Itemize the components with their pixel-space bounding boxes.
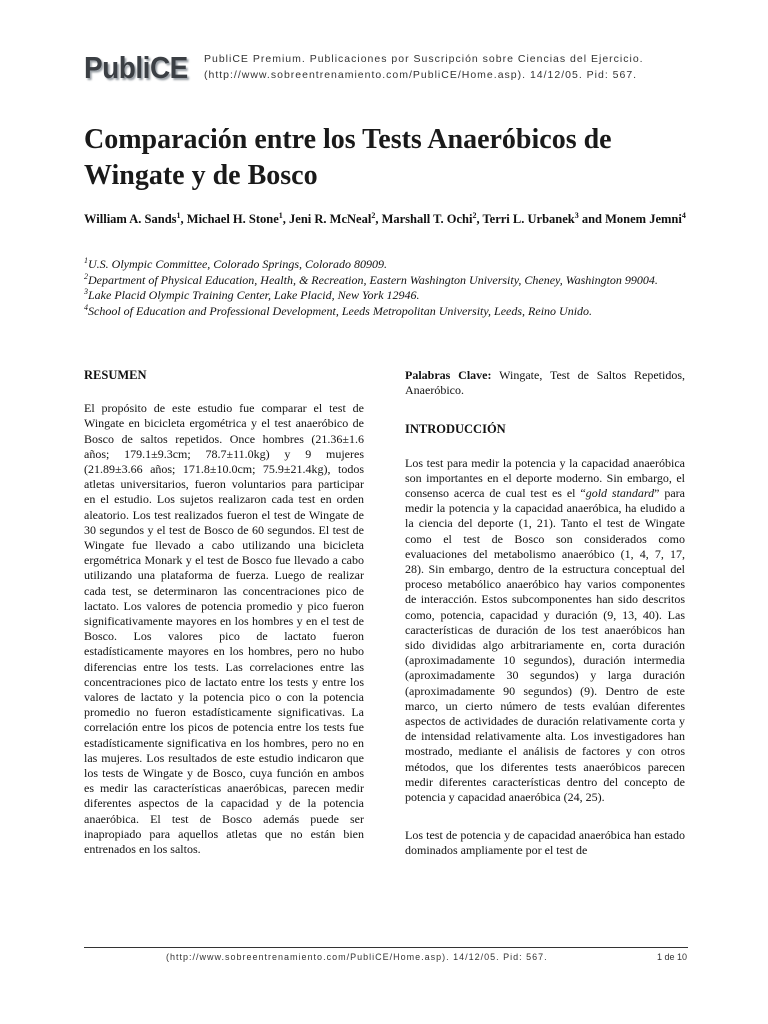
author-affiliation-mark: 2	[472, 210, 477, 220]
author: Terri L. Urbanek	[482, 212, 575, 226]
affiliation	[84, 304, 686, 320]
author-affiliation-mark: 1	[278, 210, 283, 220]
author-affiliation-mark: 1	[176, 210, 181, 220]
affiliation	[84, 288, 686, 304]
article-title: Comparación entre los Tests Anaeróbicos de Wingate y de Bosco	[84, 124, 612, 191]
logo-text: PubliCE	[84, 50, 188, 85]
affiliation-number: 3	[84, 287, 88, 296]
publication-header	[84, 48, 684, 88]
intro-emphasis: gold standard	[585, 486, 655, 501]
affiliation-number: 1	[84, 256, 88, 265]
right-column	[405, 368, 685, 859]
header-line-2: (http://www.sobreentrenamiento.com/PubliCE/Home.asp). 14/12/05. Pid: 567.	[204, 69, 638, 81]
affiliation-text: Lake Placid Olympic Training Center, Lake Placid, New York 12946.	[88, 288, 420, 302]
affiliation	[84, 257, 686, 273]
affiliation-number: 2	[84, 271, 88, 281]
intro-text-b: ” para medir la potencia y la capacidad anaeróbica, ha eludido a la ciencia del deporte (1, 21). Tanto el test de Wingate como el test de Bosco son considerados como evaluaciones del metabolismo anaeróbico (1, 4, 7, 17, 28). Sin embargo, dentro de la estructura conceptual del proceso metabólico anaeróbico hay varios componentes de interacción. Estos subcomponentes han sido descritos como, potencia, capacidad y duración (9, 13, 40). Las características de duración de los test anaeróbicos han sido divididas algo arbitrariamente en, corta duración (aproximadamente 10 segundos), duración intermedia (aproximadamente 30 segundos) y larga duración (aproximadamente 90 segundos) (9). Dentro de este marco, un cierto número de tests evalúan diferentes aspectos de actividades de duración relativamente corta y de intensidad relativamente alta. Los investigadores han mostrado, mediante el análisis de factores y con otros métodos, que los diferentes tests anaeróbicos parecen medir diferentes características dentro del concepto de potencia y capacidad anaeróbica (24, 25).	[405, 486, 685, 805]
author: William A. Sands	[84, 212, 177, 226]
keywords	[405, 368, 685, 398]
affiliation-list	[84, 257, 686, 319]
affiliation-text: School of Education and Professional Development, Leeds Metropolitan University, Leeds, Reino Unido.	[88, 303, 593, 318]
author-affiliation-mark: 4	[681, 210, 686, 220]
intro-heading: INTRODUCCIÓN	[405, 422, 506, 437]
author: Michael H. Stone	[186, 212, 279, 226]
intro-text-a: Los test para medir la potencia y la capacidad anaeróbica son importantes en el deporte moderno. Sin embargo, el consenso acerca de cual test es el “	[405, 455, 685, 501]
author-affiliation-mark: 2	[371, 210, 376, 220]
keywords-label: Palabras Clave:	[405, 368, 492, 382]
resumen-heading: RESUMEN	[84, 368, 147, 382]
author-list: William A. Sands$^1$, Michael H. Stone$^1$, Jeni R. McNeal$^2$, Marshall T. Ochi$^2$, Terri L. Urbanek$^3$ and Monem Jemni$^4$	[84, 210, 686, 226]
left-column	[84, 368, 364, 857]
intro-paragraph-2: Los test de potencia y de capacidad anaeróbica han estado dominados ampliamente por el test de	[405, 828, 685, 858]
footer-divider	[84, 947, 688, 948]
affiliation-number: 4	[84, 302, 88, 312]
publice-logo	[84, 50, 196, 86]
header-line-1: PubliCE Premium. Publicaciones por Suscripción sobre Ciencias del Ejercicio.	[204, 53, 644, 65]
author: Jeni R. McNeal	[289, 212, 372, 226]
author-conjunction: and	[581, 212, 602, 226]
affiliation-text: U.S. Olympic Committee, Colorado Springs, Colorado 80909.	[88, 257, 387, 271]
affiliation-text: Department of Physical Education, Health, & Recreation, Eastern Washington University, Cheney, Washington 99004.	[88, 272, 658, 287]
author: Monem Jemni	[605, 212, 682, 226]
resumen-text: El propósito de este estudio fue comparar el test de Wingate en bicicleta ergométrica y el test anaeróbico de Bosco de saltos repetidos. Once hombres (21.36±1.6 años; 179.1±9.3cm; 78.7±11.0kg) y 9 mujeres (21.89±3.66 años; 171.8±10.0cm; 75.9±21.4kg), todos atletas universitarios, fueron voluntarios para participar en el estudio. Los sujetos realizaron cada test en orden aleatorio. Los test realizados fueron el test de Wingate de 30 segundos y el test de Bosco de 60 segundos. El test de Wingate fue llevado a cabo utilizando una bicicleta ergométrica Monark y el test de Bosco fue llevado a cabo utilizando una plataforma de fuerza. Luego de realizar cada test, se determinaron las concentraciones pico de lactato. Los valores de potencia promedio y pico fueron significativamente mayores en los hombres y en el test de Bosco. Los valores pico de lactato fueron estadísticamente mayores en los hombres, pero no hubo diferencias entre los tests. Las correlaciones entre las concentraciones pico de lactato entre los tests y entre los valores de lactato y la potencia pico o con la potencia promedio no fueron estadísticamente significativas. La correlación entre los picos de potencia entre los tests fue estadísticamente significativa en los hombres, pero no en las mujeres. Los resultados de este estudio indicaron que los tests de Wingate y de Bosco, cuya función en ambos es medir las características anaeróbicas, parecen medir diferentes aspectos de la capacidad y de la potencia anaeróbica. El test de Bosco además puede ser inapropiado para aquellos atletas que no están bien entrenados en los saltos.	[84, 401, 364, 857]
page-number: 1 de 10	[656, 952, 687, 962]
intro-paragraph-1	[405, 456, 685, 806]
keywords-text: Wingate, Test de Saltos Repetidos, Anaeróbico.	[405, 368, 685, 398]
author-affiliation-mark: 3	[574, 210, 579, 220]
affiliation	[84, 273, 686, 289]
header-text	[204, 51, 684, 83]
author: Marshall T. Ochi	[381, 212, 473, 226]
footer-url: (http://www.sobreentrenamiento.com/PubliCE/Home.asp). 14/12/05. Pid: 567.	[166, 952, 548, 962]
